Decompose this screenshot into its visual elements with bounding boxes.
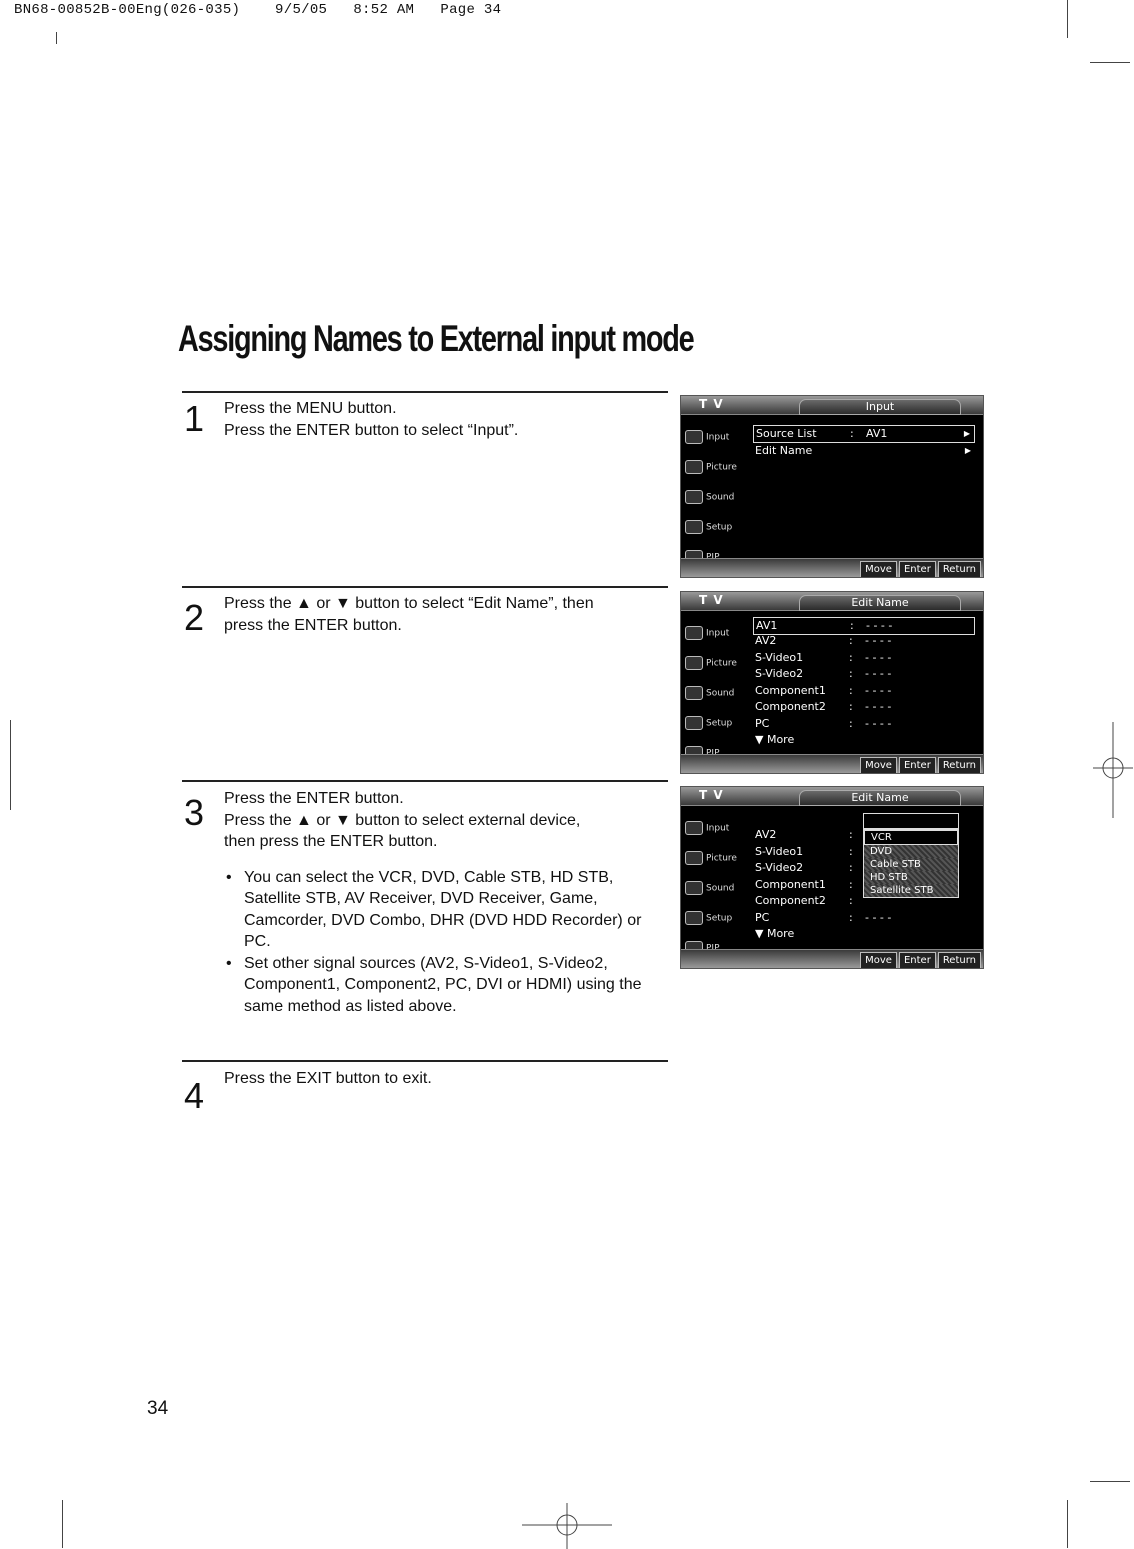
osd-side-item-picture: Picture bbox=[685, 656, 737, 670]
crop-mark bbox=[10, 720, 11, 810]
step-divider bbox=[182, 586, 668, 588]
osd-bottom-bar bbox=[681, 558, 983, 577]
step-number: 4 bbox=[184, 1075, 205, 1116]
nav-return: Return bbox=[938, 757, 981, 774]
tv-menu-screen-edit-name-dropdown bbox=[680, 786, 984, 969]
step-instructions bbox=[224, 1068, 654, 1090]
osd-row-s-video2: S-Video2 : bbox=[755, 861, 853, 874]
instruction-line: Press the ENTER button. bbox=[224, 790, 404, 807]
osd-bottom-bar bbox=[681, 949, 983, 968]
instruction-line: press the ENTER button. bbox=[224, 616, 402, 634]
dropdown-option: DVD bbox=[864, 845, 958, 858]
crop-mark bbox=[56, 32, 57, 44]
osd-row-s-video1: S-Video1 : bbox=[755, 845, 853, 858]
osd-row-s-video1: S-Video1 : - - - - bbox=[755, 651, 892, 664]
osd-top-bar bbox=[681, 396, 983, 415]
step-instructions bbox=[224, 593, 654, 636]
registration-mark-icon bbox=[522, 1503, 612, 1549]
input-icon bbox=[685, 821, 703, 835]
dropdown-option: Satellite STB bbox=[864, 884, 958, 897]
step-number: 2 bbox=[184, 597, 205, 638]
tv-menu-screen-input bbox=[680, 395, 984, 578]
arrow-right-icon: ▶ bbox=[964, 446, 971, 455]
step-divider bbox=[182, 780, 668, 782]
osd-row-av2: AV2 : bbox=[755, 828, 853, 841]
arrow-right-icon: ▶ bbox=[963, 429, 970, 438]
nav-return: Return bbox=[938, 561, 981, 578]
osd-side-item-setup: Setup bbox=[685, 716, 732, 730]
bullet-item: • Set other signal sources (AV2, S-Video1, S-Video2, Component1, Component2, PC, DVI or HDMI) using the same method as listed above. bbox=[224, 953, 644, 1018]
nav-enter: Enter bbox=[899, 757, 936, 774]
osd-nav-hints bbox=[858, 561, 981, 576]
setup-icon bbox=[685, 520, 703, 534]
osd-top-bar bbox=[681, 592, 983, 611]
step-instructions bbox=[224, 788, 644, 1017]
osd-row-component2: Component2 : bbox=[755, 894, 853, 907]
picture-icon bbox=[685, 460, 703, 474]
osd-side-item-picture: Picture bbox=[685, 851, 737, 865]
step-number: 3 bbox=[184, 792, 205, 833]
tv-label: T V bbox=[699, 397, 724, 411]
sound-icon bbox=[685, 881, 703, 895]
osd-side-item-sound: Sound bbox=[685, 686, 734, 700]
device-dropdown bbox=[863, 829, 959, 898]
nav-enter: Enter bbox=[899, 952, 936, 969]
osd-side-item-sound: Sound bbox=[685, 881, 734, 895]
crop-mark bbox=[1090, 1481, 1130, 1482]
setup-icon bbox=[685, 911, 703, 925]
osd-row-av2: AV2 : - - - - bbox=[755, 634, 892, 647]
print-header: BN68-00852B-00Eng(026-035) 9/5/05 8:52 AM Page 34 bbox=[14, 2, 502, 18]
picture-icon bbox=[685, 851, 703, 865]
instruction-line: then press the ENTER button. bbox=[224, 833, 438, 850]
bullet-item: • You can select the VCR, DVD, Cable STB, HD STB, Satellite STB, AV Receiver, DVD Receiver, Game, Camcorder, DVD Combo, DHR (DVD HDD Recorder) or PC. bbox=[224, 867, 644, 953]
step-divider bbox=[182, 391, 668, 393]
osd-row-component1: Component1 : - - - - bbox=[755, 684, 892, 697]
osd-row-pc: PC : - - - - bbox=[755, 911, 892, 924]
osd-side-item-setup: Setup bbox=[685, 520, 732, 534]
osd-more: ▼ More bbox=[755, 927, 795, 940]
osd-bottom-bar bbox=[681, 754, 983, 773]
input-icon bbox=[685, 626, 703, 640]
osd-side-item-input: Input bbox=[685, 626, 729, 640]
dropdown-option: Cable STB bbox=[864, 858, 958, 871]
step-number: 1 bbox=[184, 398, 205, 439]
osd-row-source-list: Source List : AV1 ▶ bbox=[753, 425, 975, 443]
instruction-line: Press the ENTER button to select “Input”. bbox=[224, 421, 519, 439]
osd-top-bar bbox=[681, 787, 983, 806]
nav-move: Move bbox=[860, 561, 897, 578]
instruction-line: Press the EXIT button to exit. bbox=[224, 1070, 432, 1087]
osd-side-item-setup: Setup bbox=[685, 911, 732, 925]
nav-enter: Enter bbox=[899, 561, 936, 578]
osd-side-item-input: Input bbox=[685, 821, 729, 835]
tv-label: T V bbox=[699, 788, 724, 802]
instruction-line: Press the MENU button. bbox=[224, 400, 397, 417]
osd-row-edit-name: Edit Name ▶ bbox=[755, 444, 971, 457]
dropdown-option: HD STB bbox=[864, 871, 958, 884]
crop-mark bbox=[1090, 62, 1130, 63]
osd-nav-hints bbox=[858, 952, 981, 967]
nav-move: Move bbox=[860, 952, 897, 969]
sound-icon bbox=[685, 686, 703, 700]
osd-row-component2: Component2 : - - - - bbox=[755, 700, 892, 713]
crop-mark bbox=[1067, 0, 1068, 38]
instruction-line: Press the ▲ or ▼ button to select external device, bbox=[224, 811, 581, 829]
nav-return: Return bbox=[938, 952, 981, 969]
setup-icon bbox=[685, 716, 703, 730]
osd-side-menu bbox=[681, 414, 751, 577]
osd-more: ▼ More bbox=[755, 733, 795, 746]
page-number: 34 bbox=[147, 1398, 169, 1419]
registration-mark-icon bbox=[1093, 722, 1133, 818]
sound-icon bbox=[685, 490, 703, 504]
osd-side-menu bbox=[681, 610, 751, 773]
osd-side-item-input: Input bbox=[685, 430, 729, 444]
crop-mark bbox=[62, 1500, 63, 1548]
osd-row-av1: AV1 : - - - - bbox=[753, 617, 975, 635]
osd-name-field bbox=[863, 813, 959, 829]
crop-mark bbox=[1067, 1500, 1068, 1548]
instruction-line: Press the ▲ or ▼ button to select “Edit Name”, then bbox=[224, 595, 594, 612]
osd-menu-title: Edit Name bbox=[799, 595, 961, 611]
dropdown-option: VCR bbox=[864, 830, 958, 845]
input-icon bbox=[685, 430, 703, 444]
osd-side-item-sound: Sound bbox=[685, 490, 734, 504]
bullet-list bbox=[224, 867, 644, 1018]
osd-row-component1: Component1 : bbox=[755, 878, 853, 891]
step-divider bbox=[182, 1060, 668, 1062]
osd-row-s-video2: S-Video2 : - - - - bbox=[755, 667, 892, 680]
osd-side-menu bbox=[681, 805, 751, 968]
osd-row-pc: PC : - - - - bbox=[755, 717, 892, 730]
tv-label: T V bbox=[699, 593, 724, 607]
step-instructions bbox=[224, 398, 654, 441]
picture-icon bbox=[685, 656, 703, 670]
osd-nav-hints bbox=[858, 757, 981, 772]
osd-menu-title: Input bbox=[799, 399, 961, 415]
osd-side-item-picture: Picture bbox=[685, 460, 737, 474]
osd-menu-title: Edit Name bbox=[799, 790, 961, 806]
nav-move: Move bbox=[860, 757, 897, 774]
tv-menu-screen-edit-name bbox=[680, 591, 984, 774]
page-title: Assigning Names to External input mode bbox=[178, 318, 694, 359]
